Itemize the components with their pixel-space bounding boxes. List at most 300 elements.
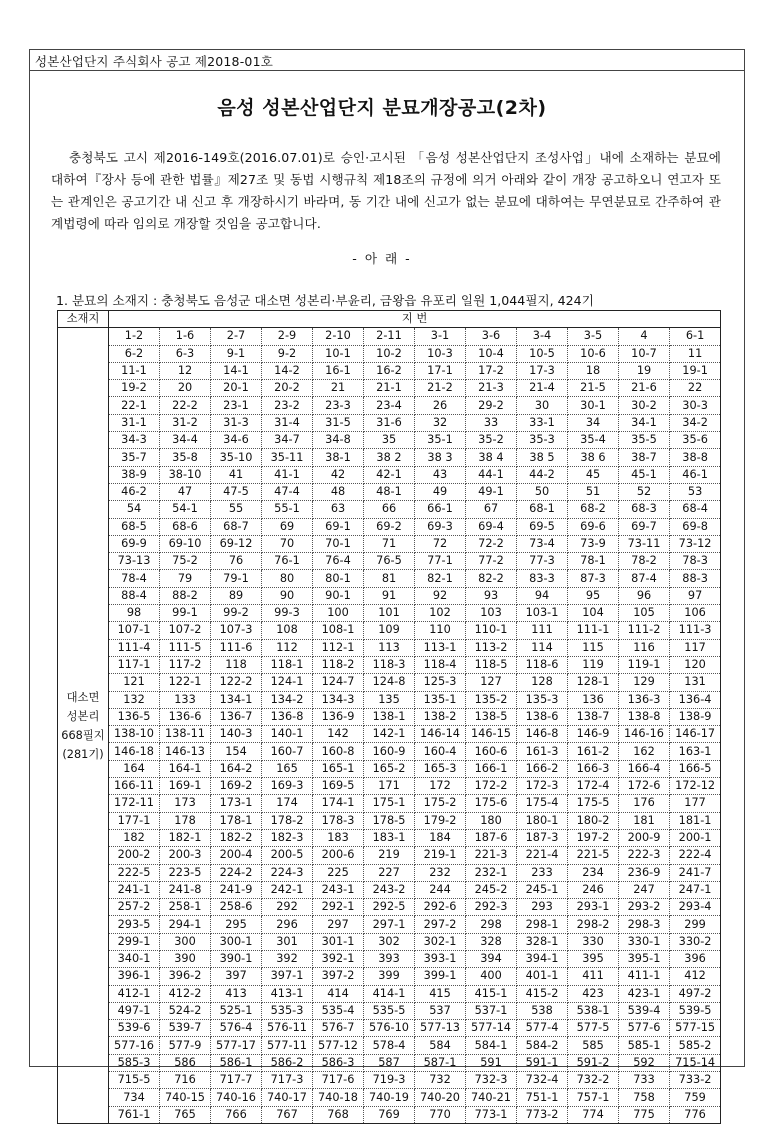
lot-cell: 154: [211, 743, 262, 760]
lot-cell: 591-2: [568, 1054, 619, 1071]
table-row: [58, 1002, 721, 1019]
lot-cell: 95: [568, 587, 619, 604]
lot-cell: 535-5: [364, 1002, 415, 1019]
lot-cell: 223-5: [160, 864, 211, 881]
lot-cell: 54-1: [160, 501, 211, 518]
lot-cell: 94: [517, 587, 568, 604]
lot-number-table: [57, 310, 721, 1124]
lot-cell: 413-1: [262, 985, 313, 1002]
lot-cell: 161-3: [517, 743, 568, 760]
lot-cell: 138-10: [109, 726, 160, 743]
lot-cell: 175-4: [517, 795, 568, 812]
lot-cell: 577-4: [517, 1020, 568, 1037]
table-row: [58, 466, 721, 483]
lot-cell: 184: [415, 829, 466, 846]
lot-cell: 6-2: [109, 345, 160, 362]
lot-cell: 142-1: [364, 726, 415, 743]
lot-cell: 35-5: [619, 432, 670, 449]
lot-cell: 105: [619, 605, 670, 622]
lot-cell: 70-1: [313, 535, 364, 552]
lot-cell: 80-1: [313, 570, 364, 587]
lot-cell: 577-16: [109, 1037, 160, 1054]
lot-cell: 4: [619, 328, 670, 345]
lot-cell: 3-1: [415, 328, 466, 345]
lot-cell: 241-9: [211, 881, 262, 898]
lot-cell: 200-5: [262, 847, 313, 864]
lot-cell: 415-2: [517, 985, 568, 1002]
lot-cell: 161-2: [568, 743, 619, 760]
lot-cell: 146-16: [619, 726, 670, 743]
lot-cell: 16-2: [364, 362, 415, 379]
lot-cell: 293-5: [109, 916, 160, 933]
lot-cell: 140-1: [262, 726, 313, 743]
lot-cell: 41: [211, 466, 262, 483]
lot-cell: 34-3: [109, 432, 160, 449]
lot-cell: 2-9: [262, 328, 313, 345]
lot-cell: 22-1: [109, 397, 160, 414]
lot-cell: 776: [670, 1106, 721, 1123]
lot-cell: 413: [211, 985, 262, 1002]
lot-cell: 35-8: [160, 449, 211, 466]
lot-cell: 45-1: [619, 466, 670, 483]
lot-cell: 400: [466, 968, 517, 985]
lot-cell: 243-1: [313, 881, 364, 898]
lot-cell: 31-2: [160, 414, 211, 431]
lot-cell: 181: [619, 812, 670, 829]
lot-cell: 222-3: [619, 847, 670, 864]
lot-cell: 35-2: [466, 432, 517, 449]
lot-cell: 537-1: [466, 1002, 517, 1019]
lot-cell: 41-1: [262, 466, 313, 483]
lot-cell: 69-4: [466, 518, 517, 535]
lot-cell: 171: [364, 778, 415, 795]
table-row: [58, 726, 721, 743]
lot-cell: 770: [415, 1106, 466, 1123]
table-row: [58, 656, 721, 673]
lot-cell: 68-2: [568, 501, 619, 518]
lot-cell: 734: [109, 1089, 160, 1106]
lot-cell: 1-6: [160, 328, 211, 345]
lot-cell: 591-1: [517, 1054, 568, 1071]
lot-cell: 142: [313, 726, 364, 743]
lot-cell: 23-4: [364, 397, 415, 414]
lot-cell: 172-11: [109, 795, 160, 812]
lot-cell: 31-1: [109, 414, 160, 431]
lot-cell: 200-3: [160, 847, 211, 864]
lot-cell: 180-1: [517, 812, 568, 829]
lot-cell: 586: [160, 1054, 211, 1071]
lot-cell: 55: [211, 501, 262, 518]
lot-cell: 45: [568, 466, 619, 483]
lot-cell: 180: [466, 812, 517, 829]
lot-cell: 394: [466, 950, 517, 967]
lot-cell: 591: [466, 1054, 517, 1071]
lot-cell: 236-9: [619, 864, 670, 881]
lot-cell: 72-2: [466, 535, 517, 552]
lot-cell: 32: [415, 414, 466, 431]
lot-cell: 119: [568, 656, 619, 673]
lot-cell: 3-5: [568, 328, 619, 345]
lot-cell: 577-9: [160, 1037, 211, 1054]
header-divider: [29, 70, 745, 71]
lot-cell: 138-2: [415, 708, 466, 725]
lot-cell: 293-1: [568, 899, 619, 916]
lot-cell: 397: [211, 968, 262, 985]
lot-table-body: [58, 328, 721, 1124]
lot-cell: 298-1: [517, 916, 568, 933]
lot-cell: 172-3: [517, 778, 568, 795]
lot-cell: 178-2: [262, 812, 313, 829]
lot-cell: 114: [517, 639, 568, 656]
lot-cell: 111-5: [160, 639, 211, 656]
lot-cell: 21-1: [364, 380, 415, 397]
lot-cell: 30: [517, 397, 568, 414]
lot-cell: 46-2: [109, 483, 160, 500]
lot-cell: 38-8: [670, 449, 721, 466]
lot-cell: 42-1: [364, 466, 415, 483]
lot-cell: 34-4: [160, 432, 211, 449]
lot-cell: 73-12: [670, 535, 721, 552]
lot-cell: 91: [364, 587, 415, 604]
lot-cell: 293-2: [619, 899, 670, 916]
lot-cell: 774: [568, 1106, 619, 1123]
lot-cell: 34-2: [670, 414, 721, 431]
lot-cell: 16-1: [313, 362, 364, 379]
lot-cell: 69-1: [313, 518, 364, 535]
lot-cell: 34: [568, 414, 619, 431]
lot-cell: 197-2: [568, 829, 619, 846]
lot-cell: 75-2: [160, 553, 211, 570]
lot-cell: 51: [568, 483, 619, 500]
lot-cell: 330-1: [619, 933, 670, 950]
lot-cell: 297-2: [415, 916, 466, 933]
lot-cell: 117-2: [160, 656, 211, 673]
lot-cell: 537: [415, 1002, 466, 1019]
lot-cell: 577-11: [262, 1037, 313, 1054]
lot-cell: 423-1: [619, 985, 670, 1002]
table-row: [58, 760, 721, 777]
lot-cell: 395-1: [619, 950, 670, 967]
lot-cell: 132: [109, 691, 160, 708]
lot-cell: 172: [415, 778, 466, 795]
lot-cell: 88-3: [670, 570, 721, 587]
table-row: [58, 1072, 721, 1089]
lot-cell: 172-2: [466, 778, 517, 795]
lot-cell: 103-1: [517, 605, 568, 622]
lot-cell: 539-7: [160, 1020, 211, 1037]
lot-cell: 585-3: [109, 1054, 160, 1071]
lot-cell: 539-6: [109, 1020, 160, 1037]
lot-cell: 497-2: [670, 985, 721, 1002]
lot-cell: 35-7: [109, 449, 160, 466]
lot-cell: 117: [670, 639, 721, 656]
lot-cell: 31-4: [262, 414, 313, 431]
location-line3: 668필지: [61, 728, 105, 742]
lot-cell: 733: [619, 1072, 670, 1089]
lot-cell: 166-11: [109, 778, 160, 795]
lot-cell: 183: [313, 829, 364, 846]
lot-cell: 586-2: [262, 1054, 313, 1071]
lot-cell: 241-1: [109, 881, 160, 898]
lot-cell: 115: [568, 639, 619, 656]
lot-cell: 34-1: [619, 414, 670, 431]
lot-cell: 539-5: [670, 1002, 721, 1019]
lot-cell: 6-1: [670, 328, 721, 345]
lot-cell: 135-1: [415, 691, 466, 708]
lot-cell: 535-4: [313, 1002, 364, 1019]
lot-cell: 234: [568, 864, 619, 881]
lot-cell: 160-4: [415, 743, 466, 760]
lot-cell: 758: [619, 1089, 670, 1106]
lot-cell: 118-1: [262, 656, 313, 673]
table-row: [58, 518, 721, 535]
lot-cell: 10-2: [364, 345, 415, 362]
table-row: [58, 1054, 721, 1071]
lot-cell: 99-2: [211, 605, 262, 622]
lot-cell: 66-1: [415, 501, 466, 518]
lot-cell: 47-4: [262, 483, 313, 500]
lot-cell: 18: [568, 362, 619, 379]
lot-cell: 69-2: [364, 518, 415, 535]
notice-number: 성본산업단지 주식회사 공고 제2018-01호: [35, 54, 273, 69]
lot-cell: 584-2: [517, 1037, 568, 1054]
lot-cell: 182-2: [211, 829, 262, 846]
lot-cell: 21-4: [517, 380, 568, 397]
lot-cell: 414: [313, 985, 364, 1002]
lot-cell: 42: [313, 466, 364, 483]
lot-cell: 732-4: [517, 1072, 568, 1089]
lot-cell: 131: [670, 674, 721, 691]
lot-cell: 160-7: [262, 743, 313, 760]
lot-cell: 163-1: [670, 743, 721, 760]
lot-cell: 293-4: [670, 899, 721, 916]
table-row: [58, 881, 721, 898]
lot-cell: 169-2: [211, 778, 262, 795]
lot-cell: 78-3: [670, 553, 721, 570]
lot-cell: 26: [415, 397, 466, 414]
lot-cell: 299: [670, 916, 721, 933]
lot-cell: 164-2: [211, 760, 262, 777]
lot-cell: 766: [211, 1106, 262, 1123]
lot-cell: 116: [619, 639, 670, 656]
lot-cell: 38 4: [466, 449, 517, 466]
lot-cell: 182-1: [160, 829, 211, 846]
lot-cell: 715-14: [670, 1054, 721, 1071]
lot-cell: 160-8: [313, 743, 364, 760]
table-row: [58, 778, 721, 795]
lot-cell: 175-6: [466, 795, 517, 812]
lot-cell: 243-2: [364, 881, 415, 898]
lot-cell: 245-2: [466, 881, 517, 898]
lot-cell: 138-7: [568, 708, 619, 725]
lot-cell: 46-1: [670, 466, 721, 483]
lot-cell: 30-1: [568, 397, 619, 414]
lot-cell: 112-1: [313, 639, 364, 656]
lot-cell: 136-8: [262, 708, 313, 725]
lot-cell: 31-3: [211, 414, 262, 431]
lot-cell: 535-3: [262, 1002, 313, 1019]
lot-cell: 587-1: [415, 1054, 466, 1071]
table-row: [58, 933, 721, 950]
lot-cell: 396-1: [109, 968, 160, 985]
lot-cell: 497-1: [109, 1002, 160, 1019]
lot-cell: 394-1: [517, 950, 568, 967]
lot-cell: 92: [415, 587, 466, 604]
lot-cell: 38 6: [568, 449, 619, 466]
table-row: [58, 1037, 721, 1054]
lot-cell: 53: [670, 483, 721, 500]
lot-cell: 165-1: [313, 760, 364, 777]
lot-cell: 34-7: [262, 432, 313, 449]
lot-cell: 77-2: [466, 553, 517, 570]
lot-cell: 118: [211, 656, 262, 673]
lot-cell: 397-1: [262, 968, 313, 985]
lot-cell: 98: [109, 605, 160, 622]
lot-cell: 181-1: [670, 812, 721, 829]
lot-cell: 775: [619, 1106, 670, 1123]
lot-cell: 124-1: [262, 674, 313, 691]
lot-cell: 67: [466, 501, 517, 518]
lot-cell: 10-3: [415, 345, 466, 362]
lot-cell: 122-2: [211, 674, 262, 691]
lot-cell: 31-5: [313, 414, 364, 431]
lot-cell: 717-3: [262, 1072, 313, 1089]
lot-cell: 586-3: [313, 1054, 364, 1071]
table-row: [58, 362, 721, 379]
lot-cell: 538: [517, 1002, 568, 1019]
lot-cell: 577-17: [211, 1037, 262, 1054]
lot-cell: 118-4: [415, 656, 466, 673]
lot-cell: 138-8: [619, 708, 670, 725]
lot-cell: 294-1: [160, 916, 211, 933]
lot-cell: 179-2: [415, 812, 466, 829]
lot-cell: 233: [517, 864, 568, 881]
lot-cell: 241-7: [670, 864, 721, 881]
lot-cell: 69-8: [670, 518, 721, 535]
lot-cell: 38-10: [160, 466, 211, 483]
lot-cell: 577-13: [415, 1020, 466, 1037]
body-paragraph: 충청북도 고시 제2016-149호(2016.07.01)로 승인·고시된 「음성 성본산업단지 조성사업」내에 소재하는 분묘에 대하여『장사 등에 관한 법률』제27조 및 동법 시행규칙 제18조의 규정에 의거 아래와 같이 개장 공고하오니 연고자 또는 관계인은 공고기간 내 신고 후 개장하시기 바라며, 동 기간 내에 신고가 없는 분묘에 대하여는 무연분묘로 간주하여 관계법령에 따라 임의로 개장할 것임을 공고합니다.: [51, 150, 721, 231]
lot-cell: 118-5: [466, 656, 517, 673]
lot-cell: 165-2: [364, 760, 415, 777]
lot-cell: 35-11: [262, 449, 313, 466]
lot-cell: 399: [364, 968, 415, 985]
lot-cell: 120: [670, 656, 721, 673]
lot-cell: 113: [364, 639, 415, 656]
lot-cell: 396: [670, 950, 721, 967]
lot-cell: 99-3: [262, 605, 313, 622]
lot-cell: 166-2: [517, 760, 568, 777]
lot-cell: 119-1: [619, 656, 670, 673]
lot-cell: 740-18: [313, 1089, 364, 1106]
lot-cell: 124-8: [364, 674, 415, 691]
lot-cell: 113-2: [466, 639, 517, 656]
lot-cell: 110: [415, 622, 466, 639]
lot-cell: 136: [568, 691, 619, 708]
lot-cell: 35-3: [517, 432, 568, 449]
lot-cell: 160-6: [466, 743, 517, 760]
location-line4: (281기): [62, 747, 104, 761]
lot-cell: 77-1: [415, 553, 466, 570]
lot-cell: 222-5: [109, 864, 160, 881]
lot-cell: 399-1: [415, 968, 466, 985]
table-row: [58, 553, 721, 570]
lot-cell: 9-1: [211, 345, 262, 362]
lot-cell: 740-19: [364, 1089, 415, 1106]
lot-cell: 69-9: [109, 535, 160, 552]
lot-cell: 224-2: [211, 864, 262, 881]
lot-cell: 19: [619, 362, 670, 379]
table-row: [58, 916, 721, 933]
lot-cell: 751-1: [517, 1089, 568, 1106]
lot-cell: 182: [109, 829, 160, 846]
lot-cell: 247: [619, 881, 670, 898]
lot-cell: 328: [466, 933, 517, 950]
lot-cell: 14-2: [262, 362, 313, 379]
lot-cell: 166-4: [619, 760, 670, 777]
lot-cell: 221-4: [517, 847, 568, 864]
lot-cell: 162: [619, 743, 670, 760]
lot-cell: 740-16: [211, 1089, 262, 1106]
lot-cell: 90-1: [313, 587, 364, 604]
lot-cell: 330-2: [670, 933, 721, 950]
lot-cell: 232-1: [466, 864, 517, 881]
lot-cell: 17-2: [466, 362, 517, 379]
lot-cell: 55-1: [262, 501, 313, 518]
lot-cell: 183-1: [364, 829, 415, 846]
lot-cell: 10-1: [313, 345, 364, 362]
lot-cell: 68-1: [517, 501, 568, 518]
lot-cell: 187-6: [466, 829, 517, 846]
lot-cell: 166-1: [466, 760, 517, 777]
lot-cell: 200-2: [109, 847, 160, 864]
lot-cell: 414-1: [364, 985, 415, 1002]
lot-cell: 392-1: [313, 950, 364, 967]
lot-cell: 393-1: [415, 950, 466, 967]
lot-cell: 224-3: [262, 864, 313, 881]
lot-cell: 146-14: [415, 726, 466, 743]
lot-cell: 412-1: [109, 985, 160, 1002]
lot-cell: 173-1: [211, 795, 262, 812]
lot-cell: 330: [568, 933, 619, 950]
lot-cell: 733-2: [670, 1072, 721, 1089]
lot-cell: 295: [211, 916, 262, 933]
lot-cell: 47: [160, 483, 211, 500]
lot-cell: 12: [160, 362, 211, 379]
section-marker: - 아 래 -: [352, 251, 412, 266]
lot-cell: 69-5: [517, 518, 568, 535]
lot-cell: 82-2: [466, 570, 517, 587]
lot-cell: 716: [160, 1072, 211, 1089]
lot-cell: 68-4: [670, 501, 721, 518]
lot-cell: 73-4: [517, 535, 568, 552]
lot-cell: 773-2: [517, 1106, 568, 1123]
lot-cell: 21-6: [619, 380, 670, 397]
lot-cell: 140-3: [211, 726, 262, 743]
lot-cell: 1-2: [109, 328, 160, 345]
lot-cell: 138-6: [517, 708, 568, 725]
lot-cell: 577-5: [568, 1020, 619, 1037]
lot-cell: 740-15: [160, 1089, 211, 1106]
lot-cell: 108: [262, 622, 313, 639]
lot-cell: 146-13: [160, 743, 211, 760]
lot-cell: 225: [313, 864, 364, 881]
lot-cell: 412: [670, 968, 721, 985]
lot-cell: 35-6: [670, 432, 721, 449]
table-row: [58, 985, 721, 1002]
lot-cell: 33: [466, 414, 517, 431]
lot-cell: 35: [364, 432, 415, 449]
